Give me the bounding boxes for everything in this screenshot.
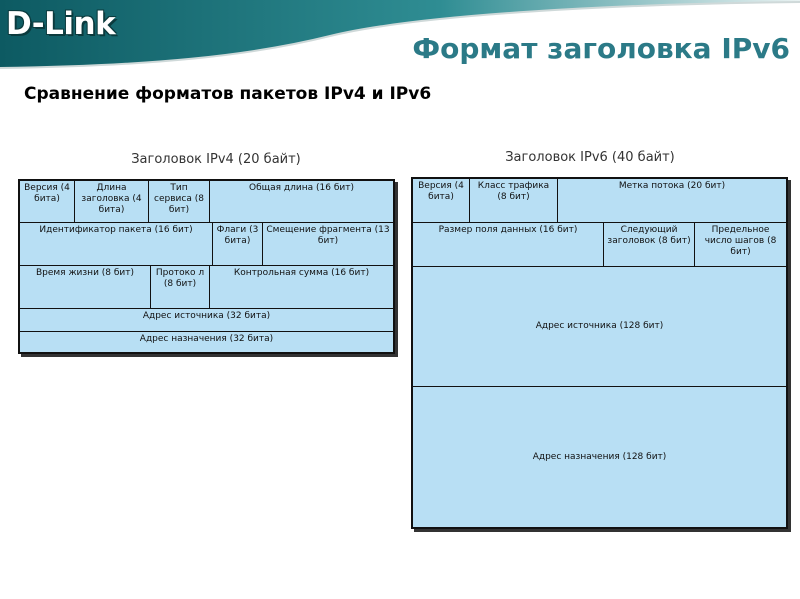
ipv6-traffic-class-cell: Класс трафика (8 бит) [470,179,558,222]
ipv4-identification-cell: Идентификатор пакета (16 бит) [20,223,213,265]
ipv4-source-address-cell: Адрес источника (32 бита) [142,311,271,321]
ipv6-source-address-cell: Адрес источника (128 бит) [535,321,664,331]
ipv6-row-1 [413,179,786,223]
ipv4-caption: Заголовок IPv4 (20 байт) [131,152,301,167]
ipv4-total-length-cell: Общая длина (16 бит) [249,183,354,193]
ipv4-row-dst [20,332,393,352]
page-title: Формат заголовка IPv6 [412,32,790,65]
ipv6-payload-length-cell: Размер поля данных (16 бит) [413,223,604,266]
ipv4-row-3 [20,266,393,309]
ipv4-destination-address-cell: Адрес назначения (32 бита) [139,334,274,344]
ipv4-ihl-cell: Длина заголовка (4 бита) [75,181,149,222]
ipv4-row-src [20,309,393,332]
ipv6-hop-limit-cell: Предельное число шагов (8 бит) [704,225,777,257]
ipv6-header-table [411,177,788,529]
ipv4-protocol-cell: Протоко л (8 бит) [151,266,210,308]
ipv6-row-2 [413,223,786,267]
ipv4-checksum-cell: Контрольная сумма (16 бит) [233,268,370,278]
ipv6-destination-address-cell: Адрес назначения (128 бит) [532,451,667,462]
ipv4-fragment-offset-cell: Смещение фрагмента (13 бит) [266,225,390,246]
ipv4-tos-cell: Тип сервиса (8 бит) [149,181,210,222]
page-subtitle: Сравнение форматов пакетов IPv4 и IPv6 [24,84,432,104]
ipv6-row-src [413,267,786,387]
dlink-logo: D-Link [6,6,116,42]
ipv4-row-1 [20,181,393,223]
ipv6-next-header-cell: Следующий заголовок (8 бит) [604,223,695,266]
ipv4-ttl-cell: Время жизни (8 бит) [20,266,151,308]
ipv6-caption: Заголовок IPv6 (40 байт) [505,150,675,165]
ipv4-flags-cell: Флаги (3 бита) [213,223,263,265]
ipv4-version-cell: Версия (4 бита) [20,181,75,222]
ipv6-row-dst [413,387,786,527]
ipv4-header-table [18,179,395,354]
ipv6-flow-label-cell: Метка потока (20 бит) [618,181,726,191]
ipv4-row-2 [20,223,393,266]
ipv6-version-cell: Версия (4 бита) [413,179,470,222]
